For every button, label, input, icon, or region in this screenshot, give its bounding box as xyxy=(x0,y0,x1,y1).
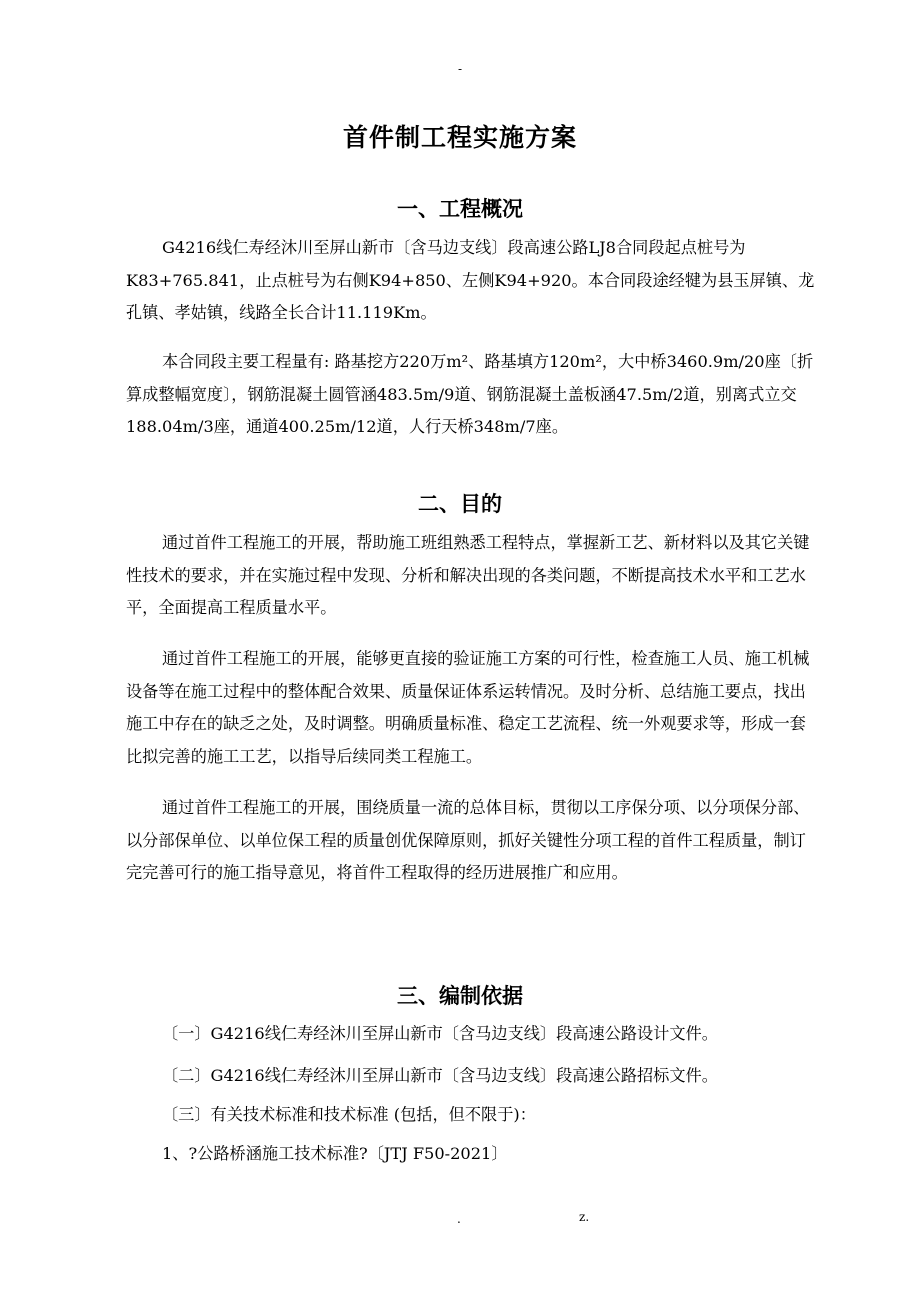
paragraph-purpose-1: 通过首件工程施工的开展，帮助施工班组熟悉工程特点，掌握新工艺、新材料以及其它关键性技术的要求，并在实施过程中发现、分析和解决出现的各类问题，不断提高技术水平和工艺水平，全面提高工程质量水平。 xyxy=(126,533,810,617)
basis-item-2: 〔二〕G4216线仁寿经沐川至屏山新市〔含马边支线〕段高速公路招标文件。 xyxy=(162,1066,718,1085)
basis-item-3: 〔三〕有关技术标准和技术标准 (包括，但不限于)： xyxy=(162,1105,536,1124)
paragraph-purpose-3: 通过首件工程施工的开展，围绕质量一流的总体目标，贯彻以工序保分项、以分项保分部、以分部保单位、以单位保工程的质量创优保障原则，抓好关键性分项工程的首件工程质量，制订完完善可行的施工指导意见，将首件工程取得的经历进展推广和应用。 xyxy=(126,798,810,882)
paragraph-purpose-2: 通过首件工程施工的开展，能够更直接的验证施工方案的可行性，检查施工人员、施工机械设备等在施工过程中的整体配合效果、质量保证体系运转情况。及时分析、总结施工要点，找出施工中存在的缺乏之处，及时调整。明确质量标准、稳定工艺流程、统一外观要求等，形成一套比拟完善的施工工艺，以指导后续同类工程施工。 xyxy=(126,649,810,766)
basis-item-4: 1、?公路桥涵施工技术标准?〔JTJ F50-2021〕 xyxy=(162,1144,508,1163)
basis-item-1: 〔一〕G4216线仁寿经沐川至屏山新市〔含马边支线〕段高速公路设计文件。 xyxy=(162,1024,718,1043)
footer-dot: . xyxy=(457,1212,461,1226)
section-heading-basis: 三、编制依据 xyxy=(397,983,523,1008)
document-title: 首件制工程实施方案 xyxy=(342,123,577,152)
section-heading-purpose: 二、目的 xyxy=(418,491,502,516)
paragraph-overview-1: G4216线仁寿经沐川至屏山新市〔含马边支线〕段高速公路LJ8合同段起点桩号为K83+765.841，止点桩号为右侧K94+850、左侧K94+920。本合同段途经犍为县玉屏镇、龙孔镇、孝姑镇，线路全长合计11.119Km。 xyxy=(126,238,815,322)
footer-mark: z. xyxy=(579,1210,590,1224)
section-heading-overview: 一、工程概况 xyxy=(397,196,523,221)
paragraph-overview-2: 本合同段主要工程量有: 路基挖方220万m²、路基填方120m²，大中桥3460.9m/20座〔折算成整幅宽度〕，钢筋混凝土圆管涵483.5m/9道、钢筋混凝土盖板涵47.5m/2道，别离式立交188.04m/3座，通道400.25m/12道，人行天桥348m/7座。 xyxy=(126,352,814,436)
header-mark: - xyxy=(457,62,463,76)
